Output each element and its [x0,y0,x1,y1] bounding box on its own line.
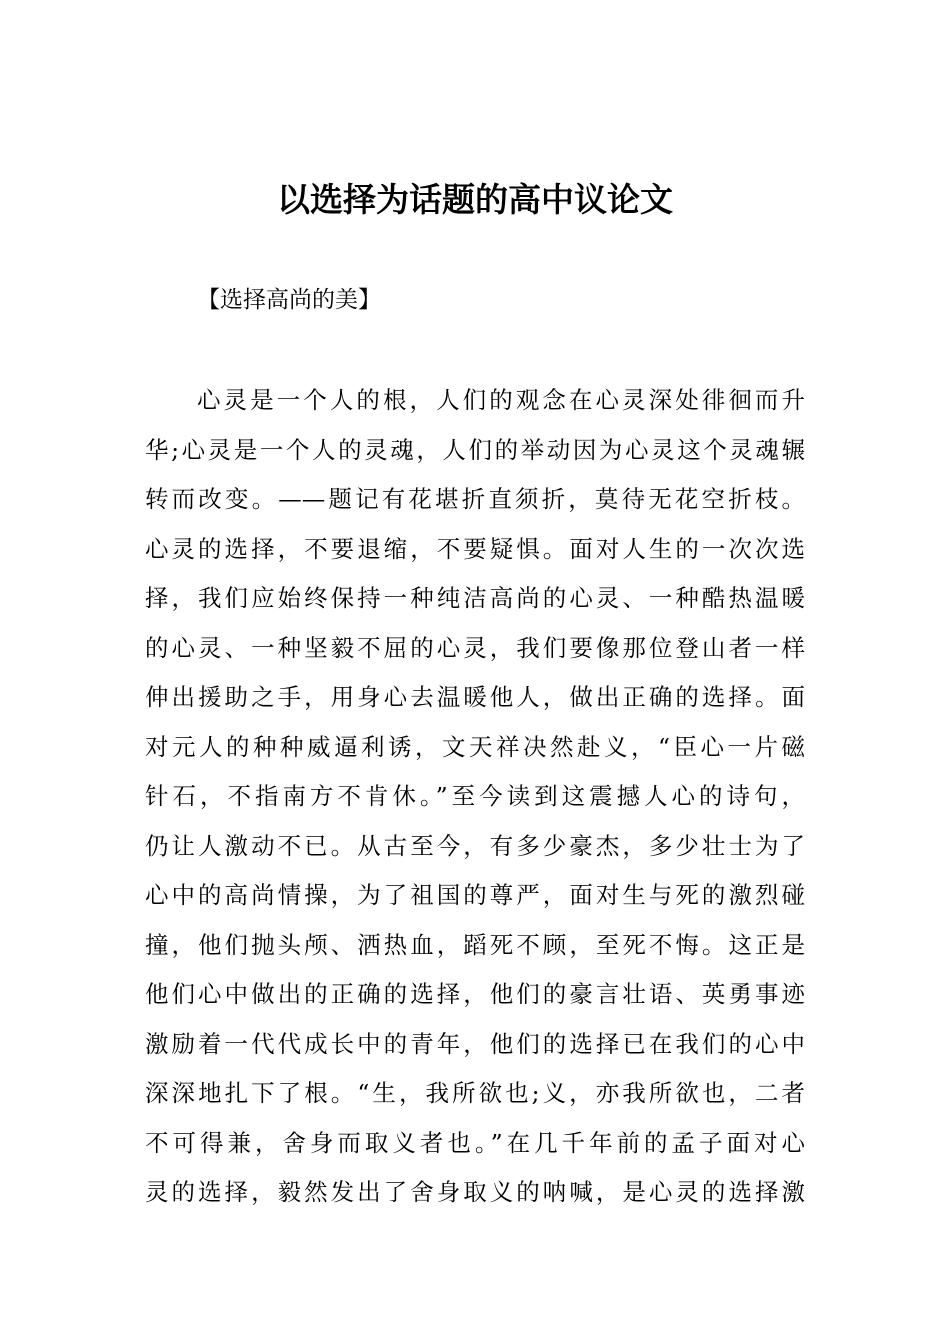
paragraph-line: 对元人的种种威逼利诱，文天祥决然赴义，“臣心一片磁 [145,732,805,761]
paragraph-line: 灵的选择，毅然发出了舍身取义的呐喊，是心灵的选择激 [145,1178,805,1206]
document-title: 以选择为话题的高中议论文 [277,180,673,219]
paragraph-line: 心灵是一个人的根，人们的观念在心灵深处徘徊而升 [197,386,805,414]
paragraph-line: 激励着一代代成长中的青年，他们的选择已在我们的心中 [145,1029,805,1058]
paragraph-line: 针石，不指南方不肯休。”至今读到这震撼人心的诗句， [145,782,805,810]
paragraph-line: 伸出援助之手，用身心去温暖他人，做出正确的选择。面 [145,683,805,711]
paragraph-line: 他们心中做出的正确的选择，他们的豪言壮语、英勇事迹 [145,980,805,1008]
paragraph-line: 华;心灵是一个人的灵魂，人们的举动因为心灵这个灵魂辗 [145,435,805,464]
paragraph-line: 转而改变。——题记有花堪折直须折，莫待无花空折枝。 [145,485,805,513]
paragraph-line: 择，我们应始终保持一种纯洁高尚的心灵、一种酷热温暖 [145,584,805,612]
paragraph-line: 不可得兼，舍身而取义者也。”在几千年前的孟子面对心 [145,1128,805,1157]
paragraph-line: 仍让人激动不已。从古至今，有多少豪杰，多少壮士为了 [145,831,805,860]
paragraph-line: 的心灵、一种坚毅不屈的心灵，我们要像那位登山者一样 [145,633,805,662]
section-heading: 【选择高尚的美】 [197,287,381,313]
paragraph-line: 撞，他们抛头颅、洒热血，蹈死不顾，至死不悔。这正是 [145,930,805,959]
body-paragraph [145,376,805,1218]
paragraph-line: 心中的高尚情操，为了祖国的尊严，面对生与死的激烈碰 [145,881,805,909]
paragraph-line: 心灵的选择，不要退缩，不要疑惧。面对人生的一次次选 [145,534,805,563]
paragraph-line: 深深地扎下了根。“生，我所欲也;义，亦我所欲也，二者 [145,1079,805,1107]
